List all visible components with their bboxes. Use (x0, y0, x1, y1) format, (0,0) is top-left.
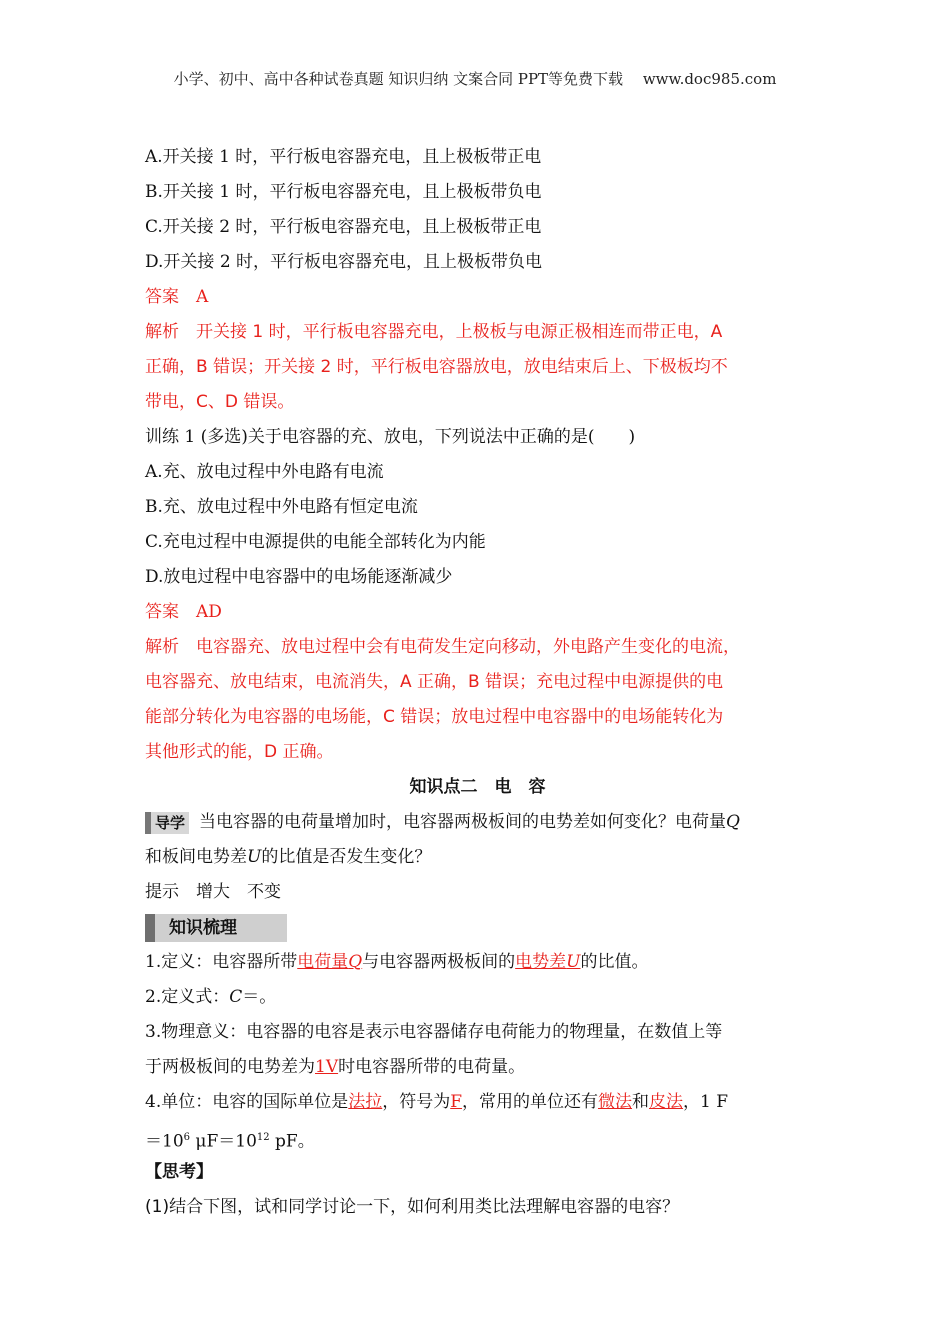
formula-c: C (229, 987, 243, 1007)
unit-tail: ，1 F (683, 1092, 729, 1112)
t1-option-d: D.放电过程中电容器中的电场能逐渐减少 (145, 567, 453, 587)
think-title: 【思考】 (145, 1162, 213, 1182)
guide-q-symbol: Q (726, 812, 740, 832)
unit-and: 和 (632, 1092, 650, 1112)
item-formula (145, 980, 810, 1015)
knowledge-bar: 知识梳理 (145, 914, 287, 942)
t1-option-b: B.充、放电过程中外电路有恒定电流 (145, 497, 418, 517)
guide-tag: 导学 (145, 812, 189, 834)
t1-analysis-line-3: 能部分转化为电容器的电场能，C 错误；放电过程中电容器中的电场能转化为 (145, 707, 724, 727)
item-unit-line-2 (145, 1120, 810, 1155)
item-meaning-line-1: 3.物理意义：电容器的电容是表示电容器储存电荷能力的物理量，在数值上等 (145, 1022, 723, 1042)
knowledge-bar-row (145, 910, 810, 945)
q1-option-a: A.开关接 1 时，平行板电容器充电，且上极板带正电 (145, 147, 542, 167)
think-question-1: (1)结合下图，试和同学讨论一下，如何利用类比法理解电容器的电容？ (145, 1197, 680, 1217)
meaning-post: 时电容器所带的电荷量。 (338, 1057, 526, 1077)
exp-6: 6 (183, 1132, 191, 1143)
t1-answer: 答案 AD (145, 602, 222, 622)
t1-option-c: C.充电过程中电源提供的电能全部转化为内能 (145, 532, 486, 552)
t1-analysis-line-4: 其他形式的能，D 正确。 (145, 742, 334, 762)
q1-analysis-line-2: 正确，B 错误；开关接 2 时，平行板电容器放电，放电结束后上、下极板均不 (145, 357, 728, 377)
page-header: 小学、初中、高中各种试卷真题 知识归纳 文案合同 PPT等免费下载 www.doc985.com (173, 70, 777, 88)
guide-text-2a: 和板间电势差 (145, 847, 247, 867)
unit-farad: 法拉 (348, 1092, 383, 1112)
q1-option-b: B.开关接 1 时，平行板电容器充电，且上极板带负电 (145, 182, 542, 202)
t1-analysis-line-2: 电容器充、放电结束，电流消失，A 正确，B 错误；充电过程中电源提供的电 (145, 672, 724, 692)
guide-line-1 (145, 805, 810, 840)
q1-option-d: D.开关接 2 时，平行板电容器充电，且上极板带负电 (145, 252, 543, 272)
exp-12: 12 (256, 1132, 270, 1143)
item-meaning-line-2 (145, 1050, 810, 1085)
training-1-question: 训练 1 (多选)关于电容器的充、放电，下列说法中正确的是( ) (145, 427, 636, 447)
unit-l2-a: ＝10 (145, 1131, 184, 1152)
formula-post: ＝。 (242, 987, 277, 1007)
section-title: 知识点二 电 容 (409, 777, 546, 797)
unit-mid2: ，常用的单位还有 (462, 1092, 599, 1112)
unit-f: F (450, 1092, 463, 1112)
unit-pre: 4.单位：电容的国际单位是 (145, 1092, 349, 1112)
unit-mid1: ，符号为 (382, 1092, 451, 1112)
q1-option-c: C.开关接 2 时，平行板电容器充电，且上极板带正电 (145, 217, 542, 237)
guide-text-1: 当电容器的电荷量增加时，电容器两极板间的电势差如何变化？电荷量 (199, 812, 727, 832)
t1-option-a: A.充、放电过程中外电路有电流 (145, 462, 384, 482)
t1-analysis-line-1: 解析 电容器充、放电过程中会有电荷发生定向移动，外电路产生变化的电流， (145, 637, 740, 657)
unit-l2-c: pF。 (269, 1131, 315, 1152)
unit-micro: 微法 (598, 1092, 633, 1112)
hint: 提示 增大 不变 (145, 882, 281, 902)
q1-answer: 答案 A (145, 287, 209, 307)
document-body (145, 140, 810, 1225)
def-post: 的比值。 (580, 952, 649, 972)
def-charge: 电荷量Q (297, 952, 363, 972)
guide-line-2 (145, 840, 810, 875)
unit-l2-b: μF＝10 (190, 1131, 257, 1152)
item-definition (145, 945, 810, 980)
meaning-pre: 于两极板间的电势差为 (145, 1057, 315, 1077)
formula-pre: 2.定义式： (145, 987, 230, 1007)
def-mid: 与电容器两极板间的 (362, 952, 516, 972)
meaning-volt: 1V (315, 1057, 339, 1077)
def-pre: 1.定义：电容器所带 (145, 952, 298, 972)
q1-analysis-line-3: 带电，C、D 错误。 (145, 392, 295, 412)
unit-pico: 皮法 (649, 1092, 684, 1112)
guide-text-2b: 的比值是否发生变化？ (261, 847, 432, 867)
q1-analysis-line-1: 解析 开关接 1 时，平行板电容器充电，上极板与电源正极相连而带正电，A (145, 322, 723, 342)
item-unit-line-1 (145, 1085, 810, 1120)
def-potential: 电势差U (515, 952, 581, 972)
guide-u-symbol: U (247, 847, 262, 867)
